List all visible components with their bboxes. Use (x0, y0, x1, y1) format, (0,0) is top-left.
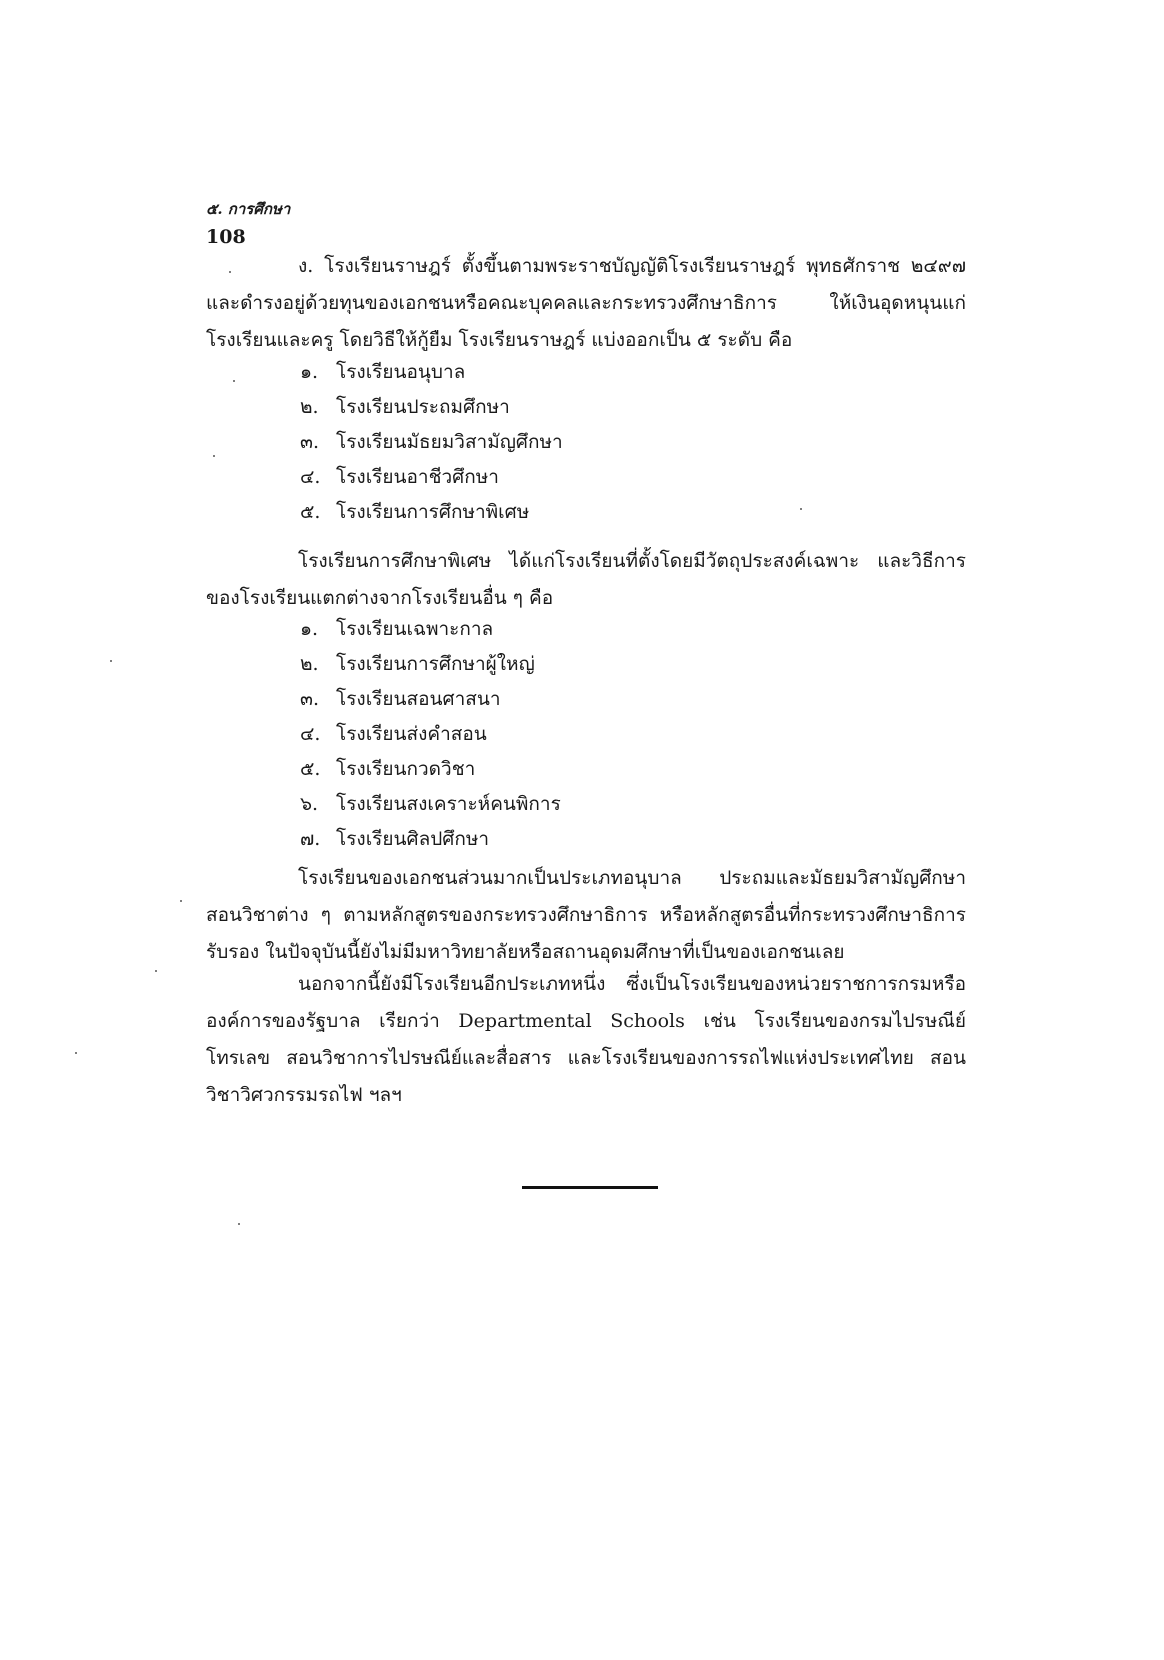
scan-speck (180, 900, 182, 902)
section-label: ๕. การศึกษา (206, 200, 291, 218)
list-number: ๓. (300, 431, 320, 453)
list-number: ๗. (300, 828, 321, 850)
list-item (300, 460, 563, 495)
list-item (300, 495, 563, 530)
special-schools-list (300, 612, 561, 857)
paragraph-departmental-schools (206, 966, 966, 1114)
list-number: ๖. (300, 793, 319, 815)
scan-speck (233, 380, 235, 382)
list-item (300, 647, 561, 682)
list-item (300, 752, 561, 787)
list-label: โรงเรียนสอนศาสนา (336, 688, 501, 710)
list-label: โรงเรียนการศึกษาพิเศษ (336, 501, 530, 523)
list-item (300, 612, 561, 647)
list-item (300, 390, 563, 425)
list-label: โรงเรียนส่งคำสอน (336, 723, 487, 745)
list-label: โรงเรียนอนุบาล (336, 361, 466, 383)
list-label: โรงเรียนศิลปศึกษา (336, 828, 490, 850)
paragraph-text: โรงเรียนของเอกชนส่วนมากเป็นประเภทอนุบาล ประถมและมัธยมวิสามัญศึกษา สอนวิชาต่าง ๆ ตามหลักสูตรของกระทรวงศึกษาธิการ หรือหลักสูตรอื่นที่กระทรวงศึกษาธิการรับรอง ในปัจจุบันนี้ยังไม่มีมหาวิทยาลัยหรือสถานอุดมศึกษาที่เป็นของเอกชนเลย (206, 867, 966, 963)
list-number: ๑. (300, 618, 319, 640)
list-item (300, 787, 561, 822)
school-levels-list (300, 355, 563, 530)
list-label: โรงเรียนประถมศึกษา (336, 396, 510, 418)
list-item (300, 717, 561, 752)
list-number: ๒. (300, 396, 319, 418)
list-label: โรงเรียนกวดวิชา (336, 758, 476, 780)
list-number: ๔. (300, 466, 321, 488)
list-item (300, 822, 561, 857)
list-number: ๓. (300, 688, 320, 710)
scan-speck (155, 970, 157, 972)
list-item (300, 355, 563, 390)
scan-speck (213, 455, 215, 457)
paragraph-private-schools (206, 248, 966, 359)
list-item (300, 425, 563, 460)
list-number: ๒. (300, 653, 319, 675)
list-number: ๑. (300, 361, 319, 383)
end-rule (522, 1186, 658, 1189)
list-label: โรงเรียนการศึกษาผู้ใหญ่ (336, 653, 535, 675)
scan-speck (800, 508, 802, 510)
paragraph-text: นอกจากนี้ยังมีโรงเรียนอีกประเภทหนึ่ง ซึ่งเป็นโรงเรียนของหน่วยราชการกรมหรือองค์การของรัฐบาล เรียกว่า Departmental Schools เช่น โรงเรียนของกรมไปรษณีย์โทรเลข สอนวิชาการไปรษณีย์และสื่อสาร และโรงเรียนของการรถไฟแห่งประเทศไทย สอนวิชาวิศวกรรมรถไฟ ฯลฯ (206, 973, 966, 1106)
list-number: ๕. (300, 501, 321, 523)
paragraph-text: โรงเรียนการศึกษาพิเศษ ได้แก่โรงเรียนที่ตั้งโดยมีวัตถุประสงค์เฉพาะ และวิธีการของโรงเรียนแตกต่างจากโรงเรียนอื่น ๆ คือ (206, 550, 966, 609)
scan-speck (238, 1223, 240, 1225)
list-label: โรงเรียนมัธยมวิสามัญศึกษา (336, 431, 563, 453)
paragraph-private-schools-summary (206, 860, 966, 971)
list-label: โรงเรียนเฉพาะกาล (336, 618, 494, 640)
page-number: 108 (206, 226, 246, 248)
list-number: ๕. (300, 758, 321, 780)
list-label: โรงเรียนสงเคราะห์คนพิการ (336, 793, 561, 815)
list-number: ๔. (300, 723, 321, 745)
paragraph-text: ง. โรงเรียนราษฎร์ ตั้งขึ้นตามพระราชบัญญัติโรงเรียนราษฎร์ พุทธศักราช ๒๔๙๗ และดำรงอยู่ด้วยทุนของเอกชนหรือคณะบุคคลและกระทรวงศึกษาธิการ ให้เงินอุดหนุนแก่โรงเรียนและครู โดยวิธีให้กู้ยืม โรงเรียนราษฎร์ แบ่งออกเป็น ๕ ระดับ คือ (206, 255, 966, 351)
paragraph-special-schools (206, 543, 966, 617)
list-label: โรงเรียนอาชีวศึกษา (336, 466, 499, 488)
scan-speck (110, 660, 112, 662)
scan-speck (75, 1052, 77, 1054)
list-item (300, 682, 561, 717)
scan-speck (229, 271, 231, 273)
